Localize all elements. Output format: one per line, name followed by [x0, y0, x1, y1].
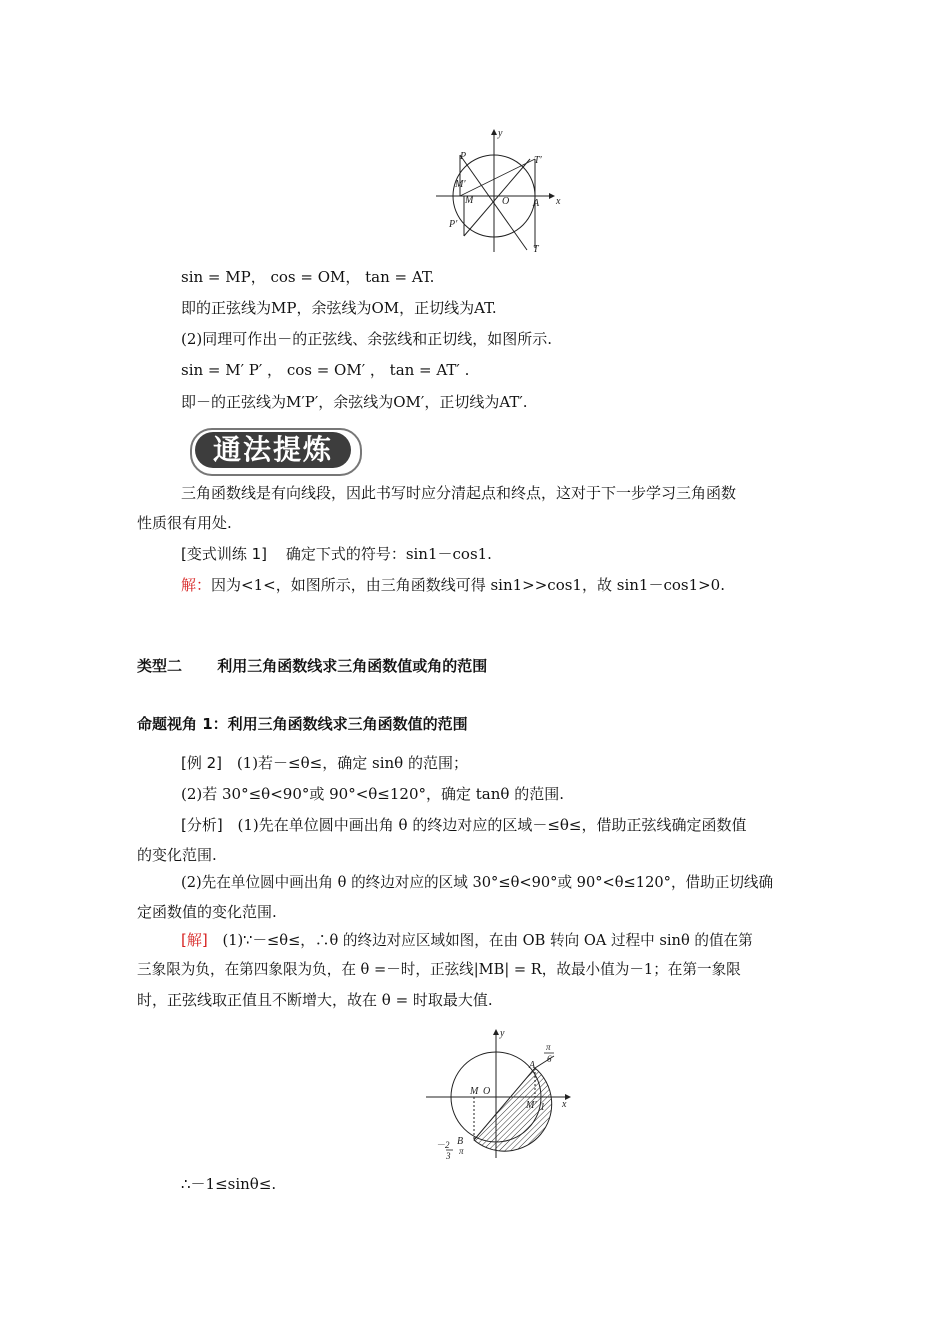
solution-tag: [解]: [181, 931, 208, 949]
exercise-tag: [变式训练 1]: [181, 545, 268, 563]
svg-text:A: A: [529, 1060, 536, 1071]
solution-line-3: 时，正弦线取正值且不断增大，故在 θ = 时取最大值.: [137, 991, 493, 1009]
svg-text:A: A: [533, 198, 540, 209]
analysis-line-2: 的变化范围.: [137, 846, 217, 864]
exercise-line: [181, 544, 492, 564]
solution-line-2: 三象限为负，在第四象限为负，在 θ =－时，正弦线|MB| = R，故最小值为－1；在第一象限: [137, 961, 741, 978]
svg-text:x: x: [556, 196, 561, 207]
text-line-3: (2)同理可作出－的正弦线、余弦线和正切线，如图所示.: [181, 330, 553, 348]
analysis-tag: [分析]: [181, 816, 223, 834]
method-banner: [184, 426, 362, 476]
example-line-1: [181, 753, 468, 773]
svg-text:P: P: [460, 151, 467, 162]
text-line-5: 即－的正弦线为M′P′，余弦线为OM′，正切线为AT′.: [181, 393, 528, 411]
text-line-2: 即的正弦线为MP，余弦线为OM，正切线为AT.: [181, 299, 497, 317]
summary-line-1: 三角函数线是有向线段，因此书写时应分清起点和终点，这对于下一步学习三角函数: [181, 484, 737, 502]
unit-circle-figure-2: [422, 1024, 582, 1164]
svg-text:M: M: [470, 1086, 479, 1097]
svg-text:x: x: [562, 1099, 567, 1110]
view-heading: 命题视角 1：利用三角函数线求三角函数值的范围: [137, 715, 468, 733]
svg-text:O: O: [483, 1086, 491, 1097]
example-line-2: (2)若 30°≤θ<90°或 90°<θ≤120°，确定 tanθ 的范围.: [181, 785, 564, 803]
svg-text:M: M: [465, 195, 474, 206]
svg-text:T′: T′: [534, 155, 542, 166]
exercise-solution: [181, 575, 725, 595]
example-p1: (1)若－≤θ≤，确定 sinθ 的范围；: [236, 754, 468, 772]
svg-text:6: 6: [547, 1054, 552, 1064]
conclusion-line: ∴－1≤sinθ≤.: [181, 1175, 277, 1193]
svg-text:O: O: [502, 196, 510, 207]
text-line-4: sin = M′ P′ ， cos = OM′ ， tan = AT′ .: [181, 361, 470, 379]
analysis-a1: (1)先在单位圆中画出角 θ 的终边对应的区域－≤θ≤，借助正弦线确定函数值: [237, 816, 747, 834]
svg-text:－2: －2: [436, 1140, 450, 1150]
svg-text:y: y: [498, 128, 503, 139]
section-heading: [137, 656, 487, 676]
solution-label: 解：: [181, 576, 212, 594]
svg-text:B: B: [457, 1136, 464, 1147]
svg-text:P′: P′: [449, 219, 458, 230]
text-line-1: sin = MP， cos = OM， tan = AT.: [181, 268, 435, 286]
svg-text:1: 1: [540, 1102, 545, 1113]
solution-text: 因为<1<，如图所示，由三角函数线可得 sin1>>cos1，故 sin1－cos1>0.: [211, 576, 725, 594]
analysis-line-3: (2)先在单位圆中画出角 θ 的终边对应的区域 30°≤θ<90°或 90°<θ≤120°，借助正切线确: [181, 874, 774, 891]
analysis-line-1: [181, 815, 747, 835]
example-tag: [例 2]: [181, 754, 223, 772]
svg-text:π: π: [459, 1146, 464, 1156]
svg-text:y: y: [500, 1028, 505, 1039]
svg-text:T: T: [533, 244, 539, 255]
solution-s1: (1)∵－≤θ≤，∴θ 的终边对应区域如图，在由 OB 转向 OA 过程中 sinθ 的值在第: [222, 932, 753, 949]
section-type-label: 类型二: [137, 657, 183, 675]
banner-title: 通法提炼: [212, 433, 333, 466]
analysis-line-4: 定函数值的变化范围.: [137, 903, 277, 921]
svg-text:M′: M′: [526, 1100, 537, 1111]
unit-circle-figure-1: [430, 124, 570, 260]
section-type-title: 利用三角函数线求三角函数值或角的范围: [217, 657, 488, 675]
exercise-text: 确定下式的符号：sin1－cos1.: [285, 545, 492, 563]
svg-text:3: 3: [446, 1151, 451, 1161]
summary-line-2: 性质很有用处.: [137, 514, 232, 532]
svg-text:M′: M′: [455, 179, 466, 190]
svg-text:π: π: [546, 1042, 551, 1052]
solution-line-1: [181, 930, 753, 951]
